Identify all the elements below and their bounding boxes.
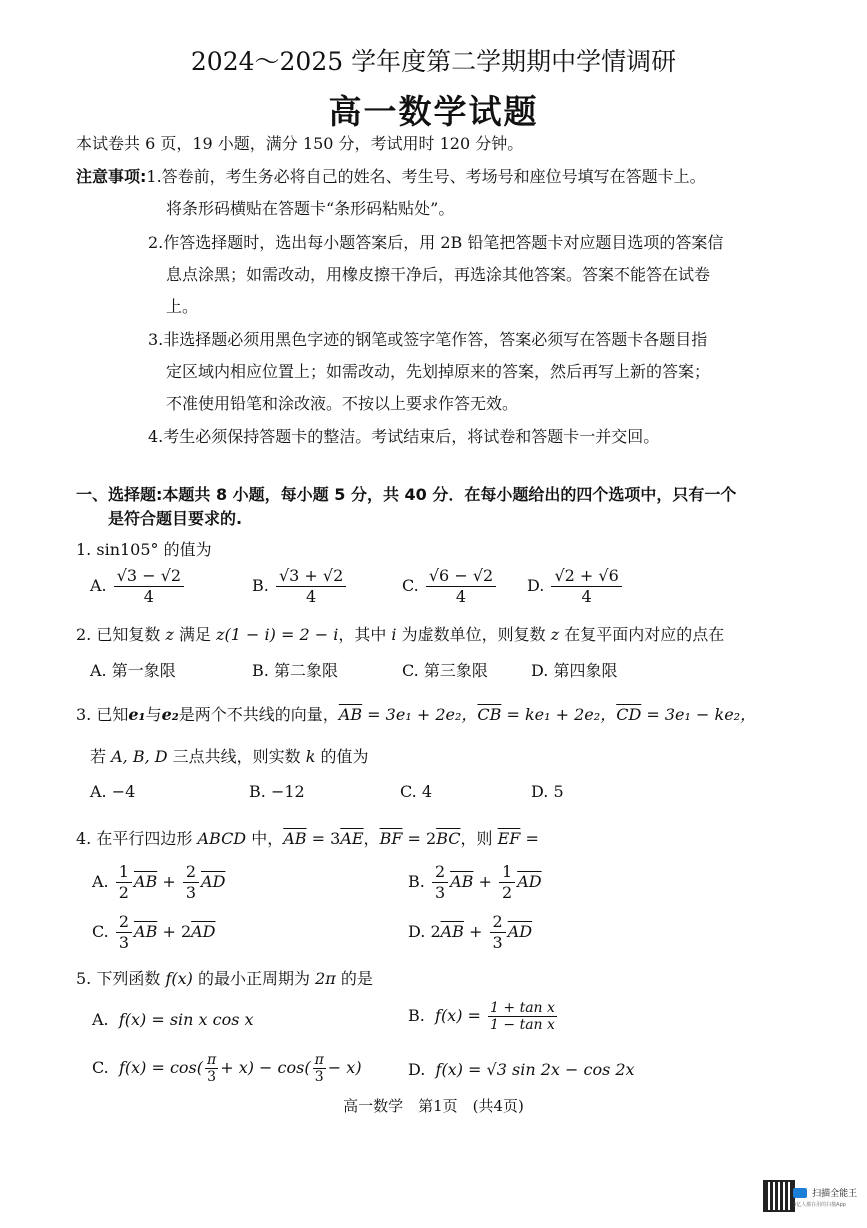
question-2-option-c: C. 第三象限 bbox=[402, 661, 488, 680]
question-4-option-b: B. $\frac{2}{3}$ $\overline{AB}$ + $\frac{1}{2}$ $\overline{AD}$ bbox=[408, 862, 542, 902]
notes-line-1 bbox=[76, 164, 706, 187]
note-2-cont: 息点涂黑；如需改动，用橡皮擦干净后，再选涂其他答案。答案不能答在试卷 bbox=[166, 265, 711, 284]
qr-code-icon bbox=[763, 1180, 795, 1212]
note-2-cont2: 上。 bbox=[166, 297, 199, 316]
question-5-option-c: C. f(x) = cos( $\frac{\pi}{3}$ + x) − cos( $\frac{\pi}{3}$ − x) bbox=[92, 1052, 362, 1085]
note-4: 4.考生必须保持答题卡的整洁。考试结束后，将试卷和答题卡一并交回。 bbox=[148, 427, 660, 446]
scanner-name: 扫描全能王 bbox=[812, 1189, 858, 1199]
note-3-cont2: 不准使用铅笔和涂改液。不按以上要求作答无效。 bbox=[166, 394, 519, 413]
question-1-option-b: B. $\frac{√3 + √2}{4}$ bbox=[252, 566, 348, 607]
section-heading-cont: 是符合题目要求的. bbox=[108, 509, 243, 528]
notes-label: 注意事项: bbox=[76, 167, 147, 186]
question-3-option-a: A. −4 bbox=[90, 782, 136, 801]
question-2-option-a: A. 第一象限 bbox=[90, 661, 176, 680]
scanner-logo-icon bbox=[793, 1188, 807, 1198]
note-1-cont: 将条形码横贴在答题卡“条形码粘贴处”。 bbox=[166, 199, 455, 218]
question-4-option-a: A. $\frac{1}{2}$ $\overline{AB}$ + $\frac{2}{3}$ $\overline{AD}$ bbox=[92, 862, 226, 902]
scanner-watermark bbox=[793, 1182, 858, 1208]
question-4-stem: 4. 在平行四边形 ABCD 中，$\overline{AB} = 3\overline{AE}$，$\overline{BF} = 2\overline{BC}$，则 $\overline{EF}$ = bbox=[76, 829, 539, 848]
exam-title: 2024～2025 学年度第二学期期中学情调研 bbox=[190, 47, 677, 76]
question-2-option-b: B. 第二象限 bbox=[252, 661, 338, 680]
question-5-option-a: A. f(x) = sin x cos x bbox=[92, 1010, 254, 1029]
question-2-option-d: D. 第四象限 bbox=[531, 661, 618, 680]
exam-subject-title: 高一数学试题 bbox=[328, 92, 539, 131]
question-3-stem: 3. 已知e₁与e₂是两个不共线的向量，$\overline{AB} = 3e_1 + 2e_2$，$\overline{CB} = ke_1 + 2e_2$，$\overline{CD} = 3e_1 - ke_2$， bbox=[76, 705, 757, 724]
question-4-option-c: C. $\frac{2}{3}$ $\overline{AB} + 2\overline{AD}$ bbox=[92, 912, 216, 952]
question-3-option-d: D. 5 bbox=[531, 782, 564, 801]
section-heading: 一、选择题:本题共 8 小题，每小题 5 分，共 40 分．在每小题给出的四个选项中，只有一个 bbox=[76, 485, 737, 504]
question-5-option-d: D. f(x) = √3 sin 2x − cos 2x bbox=[408, 1060, 635, 1079]
question-3-option-b: B. −12 bbox=[249, 782, 305, 801]
page-footer: 高一数学 第1页 (共4页) bbox=[343, 1097, 524, 1115]
question-4-option-d: D. $2\overline{AB}$ + $\frac{2}{3}$ $\overline{AD}$ bbox=[408, 912, 533, 952]
exam-info: 本试卷共 6 页，19 小题，满分 150 分，考试用时 120 分钟。 bbox=[76, 134, 524, 153]
question-1-option-d: D. $\frac{√2 + √6}{4}$ bbox=[527, 566, 624, 607]
question-2-stem: 2. 已知复数 z 满足 z(1 − i) = 2 − i，其中 i 为虚数单位，则复数 z 在复平面内对应的点在 bbox=[76, 625, 725, 644]
question-1-option-c: C. $\frac{√6 - √2}{4}$ bbox=[402, 566, 498, 607]
note-3-cont: 定区域内相应位置上；如需改动，先划掉原来的答案，然后再写上新的答案； bbox=[166, 362, 711, 381]
question-1-stem: 1. sin105° 的值为 bbox=[76, 540, 212, 559]
question-1-option-a: A. $\frac{√3 - √2}{4}$ bbox=[90, 566, 186, 607]
note-2: 2.作答选择题时，选出每小题答案后，用 2B 铅笔把答题卡对应题目选项的答案信 bbox=[148, 233, 724, 252]
scanner-tagline: 3亿人都在用的扫描App bbox=[793, 1202, 846, 1208]
question-3-option-c: C. 4 bbox=[400, 782, 433, 801]
question-5-option-b: B. f(x) = $\frac{\text{1 + tan x}}{\text{1 − tan x}}$ bbox=[408, 1000, 555, 1033]
question-3-stem-cont: 若 A, B, D 三点共线，则实数 k 的值为 bbox=[90, 747, 369, 766]
question-5-stem: 5. 下列函数 f(x) 的最小正周期为 2π 的是 bbox=[76, 969, 373, 988]
note-1: 1.答卷前，考生务必将自己的姓名、考生号、考场号和座位号填写在答题卡上。 bbox=[146, 167, 706, 186]
note-3: 3.非选择题必须用黑色字迹的钢笔或签字笔作答，答案必须写在答题卡各题目指 bbox=[148, 330, 708, 349]
